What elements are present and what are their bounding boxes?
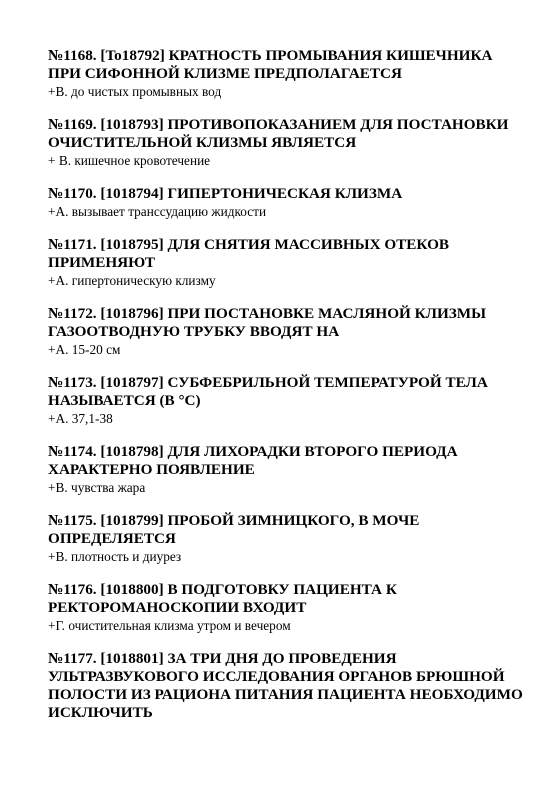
answer-text: +В. до чистых промывных вод	[48, 84, 222, 99]
question-item-1169	[48, 116, 528, 169]
question-text: №1174. [1018798] ДЛЯ ЛИХОРАДКИ ВТОРОГО ПЕРИОДА ХАРАКТЕРНО ПОЯВЛЕНИЕ	[48, 443, 458, 478]
question-text: №1173. [1018797] СУБФЕБРИЛЬНОЙ ТЕМПЕРАТУРОЙ ТЕЛА НАЗЫВАЕТСЯ (В °С)	[48, 374, 488, 409]
item-spacer	[48, 289, 528, 305]
item-spacer	[48, 496, 528, 512]
question-text: №1176. [1018800] В ПОДГОТОВКУ ПАЦИЕНТА К РЕКТОРОМАНОСКОПИИ ВХОДИТ	[48, 581, 397, 616]
item-spacer	[48, 169, 528, 185]
question-text: №1172. [1018796] ПРИ ПОСТАНОВКЕ МАСЛЯНОЙ КЛИЗМЫ ГАЗООТВОДНУЮ ТРУБКУ ВВОДЯТ НА	[48, 305, 487, 340]
question-item-1173	[48, 374, 528, 427]
item-spacer	[48, 565, 528, 581]
question-text: №1175. [1018799] ПРОБОЙ ЗИМНИЦКОГО, В МОЧЕ ОПРЕДЕЛЯЕТСЯ	[48, 512, 420, 547]
answer-text: +А. 15-20 см	[48, 342, 121, 357]
answer-text: +Г. очистительная клизма утром и вечером	[48, 618, 291, 633]
item-spacer	[48, 100, 528, 116]
question-item-1172	[48, 305, 528, 358]
question-item-1176	[48, 581, 528, 634]
question-item-1168	[48, 47, 528, 100]
question-text: №1171. [1018795] ДЛЯ СНЯТИЯ МАССИВНЫХ ОТЕКОВ ПРИМЕНЯЮТ	[48, 236, 450, 271]
question-item-1175	[48, 512, 528, 565]
item-spacer	[48, 220, 528, 236]
question-text: №1169. [1018793] ПРОТИВОПОКАЗАНИЕМ ДЛЯ ПОСТАНОВКИ ОЧИСТИТЕЛЬНОЙ КЛИЗМЫ ЯВЛЯЕТСЯ	[48, 116, 509, 151]
question-item-1171	[48, 236, 528, 289]
item-spacer	[48, 358, 528, 374]
answer-text: +А. 37,1-38	[48, 411, 113, 426]
answer-text: +А. гипертоническую клизму	[48, 273, 216, 288]
question-text: №1170. [1018794] ГИПЕРТОНИЧЕСКАЯ КЛИЗМА	[48, 185, 403, 202]
question-text: №1168. [To18792] КРАТНОСТЬ ПРОМЫВАНИЯ КИШЕЧНИКА ПРИ СИФОННОЙ КЛИЗМЕ ПРЕДПОЛАГАЕТСЯ	[48, 47, 493, 82]
question-item-1174	[48, 443, 528, 496]
item-spacer	[48, 634, 528, 650]
question-item-1170	[48, 185, 528, 220]
answer-text: +В. плотность и диурез	[48, 549, 182, 564]
answer-text: +А. вызывает транссудацию жидкости	[48, 204, 267, 219]
item-spacer	[48, 427, 528, 443]
document-page	[48, 47, 528, 722]
answer-text: +В. чувства жара	[48, 480, 146, 495]
question-text: №1177. [1018801] ЗА ТРИ ДНЯ ДО ПРОВЕДЕНИЯ УЛЬТРАЗВУКОВОГО ИССЛЕДОВАНИЯ ОРГАНОВ БРЮШНОЙ ПОЛОСТИ ИЗ РАЦИОНА ПИТАНИЯ ПАЦИЕНТА НЕОБХОДИМО ИСКЛЮЧИТЬ	[48, 650, 523, 721]
answer-text: + В. кишечное кровотечение	[48, 153, 211, 168]
question-item-1177	[48, 650, 528, 722]
